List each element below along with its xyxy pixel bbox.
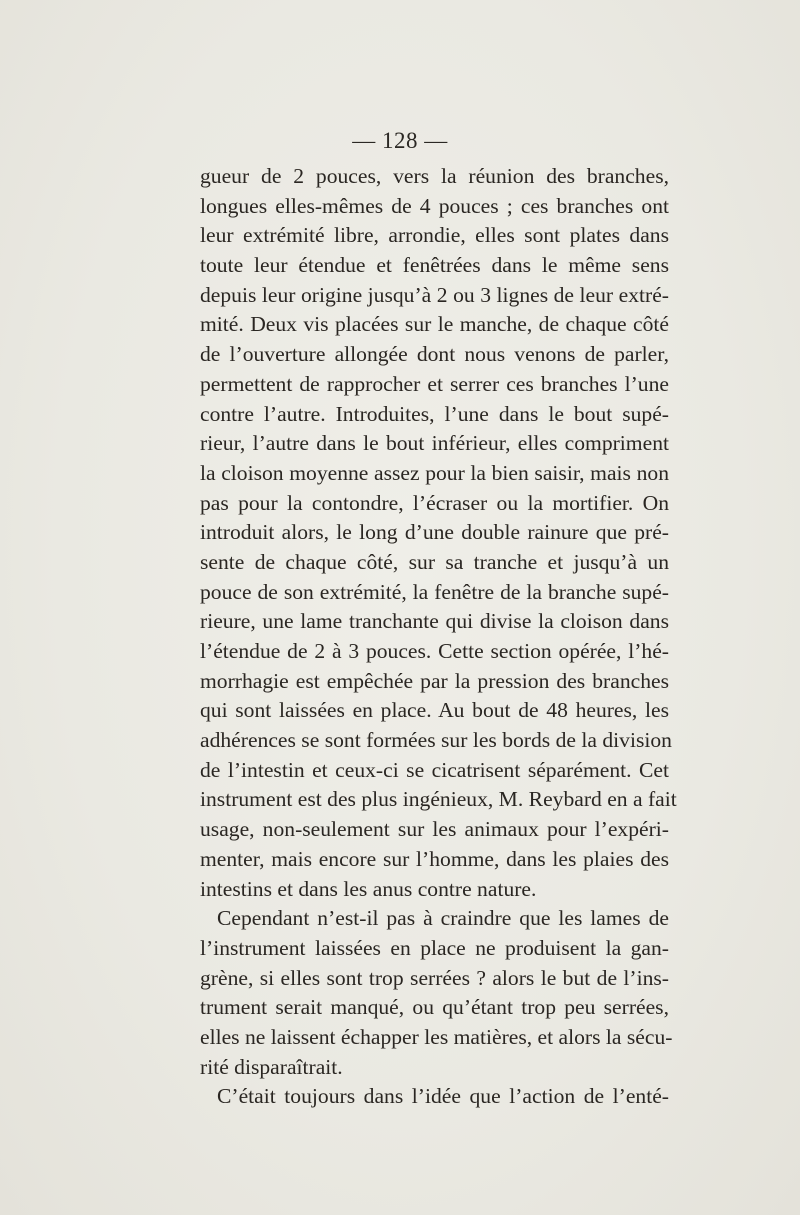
text-line: leur extrémité libre, arrondie, elles sont plates dans bbox=[200, 223, 669, 248]
body-text bbox=[200, 162, 677, 1112]
text-line: Cependant n’est-il pas à craindre que les lames de bbox=[217, 906, 669, 931]
text-line: de l’ouverture allongée dont nous venons de parler, bbox=[200, 342, 669, 367]
text-line: depuis leur origine jusqu’à 2 ou 3 lignes de leur extré- bbox=[200, 282, 669, 307]
text-line: morrhagie est empêchée par la pression des branches bbox=[200, 668, 669, 693]
text-line: pas pour la contondre, l’écraser ou la mortifier. On bbox=[200, 490, 669, 515]
text-line: menter, mais encore sur l’homme, dans les plaies des bbox=[200, 846, 669, 871]
text-line: l’étendue de 2 à 3 pouces. Cette section opérée, l’hé- bbox=[200, 639, 669, 663]
text-line: gueur de 2 pouces, vers la réunion des branches, bbox=[200, 164, 669, 188]
text-line: rieure, une lame tranchante qui divise la cloison dans bbox=[200, 609, 669, 634]
text-line: intestins et dans les anus contre nature. bbox=[200, 876, 537, 901]
text-line: C’était toujours dans l’idée que l’action de l’enté- bbox=[217, 1084, 669, 1109]
text-line: adhérences se sont formées sur les bords de la division bbox=[200, 728, 672, 753]
text-line: elles ne laissent échapper les matières, et alors la sécu- bbox=[200, 1024, 673, 1049]
text-line: sente de chaque côté, sur sa tranche et jusqu’à un bbox=[200, 549, 669, 574]
text-line: pouce de son extrémité, la fenêtre de la branche supé- bbox=[200, 579, 669, 604]
text-line: longues elles-mêmes de 4 pouces ; ces branches ont bbox=[200, 193, 669, 218]
text-line: usage, non-seulement sur les animaux pour l’expéri- bbox=[200, 817, 669, 842]
text-line: qui sont laissées en place. Au bout de 48 heures, les bbox=[200, 698, 669, 723]
text-line: la cloison moyenne assez pour la bien saisir, mais non bbox=[200, 460, 669, 485]
text-line: rité disparaîtrait. bbox=[200, 1054, 343, 1079]
text-line: rieur, l’autre dans le bout inférieur, elles compriment bbox=[200, 431, 669, 456]
text-line: contre l’autre. Introduites, l’une dans le bout supé- bbox=[200, 401, 669, 426]
text-line: instrument est des plus ingénieux, M. Reybard en a fait bbox=[200, 787, 677, 812]
text-line: mité. Deux vis placées sur le manche, de chaque côté bbox=[200, 312, 669, 337]
text-line: introduit alors, le long d’une double rainure que pré- bbox=[200, 520, 669, 545]
text-line: grène, si elles sont trop serrées ? alors le but de l’ins- bbox=[200, 965, 669, 990]
text-line: de l’intestin et ceux-ci se cicatrisent séparément. Cet bbox=[200, 757, 669, 782]
page-number: — 128 — bbox=[352, 128, 448, 153]
text-line: toute leur étendue et fenêtrées dans le même sens bbox=[200, 253, 669, 278]
text-line: l’instrument laissées en place ne produisent la gan- bbox=[200, 935, 669, 960]
text-line: permettent de rapprocher et serrer ces branches l’une bbox=[200, 371, 669, 396]
text-line: trument serait manqué, ou qu’étant trop peu serrées, bbox=[200, 995, 669, 1020]
